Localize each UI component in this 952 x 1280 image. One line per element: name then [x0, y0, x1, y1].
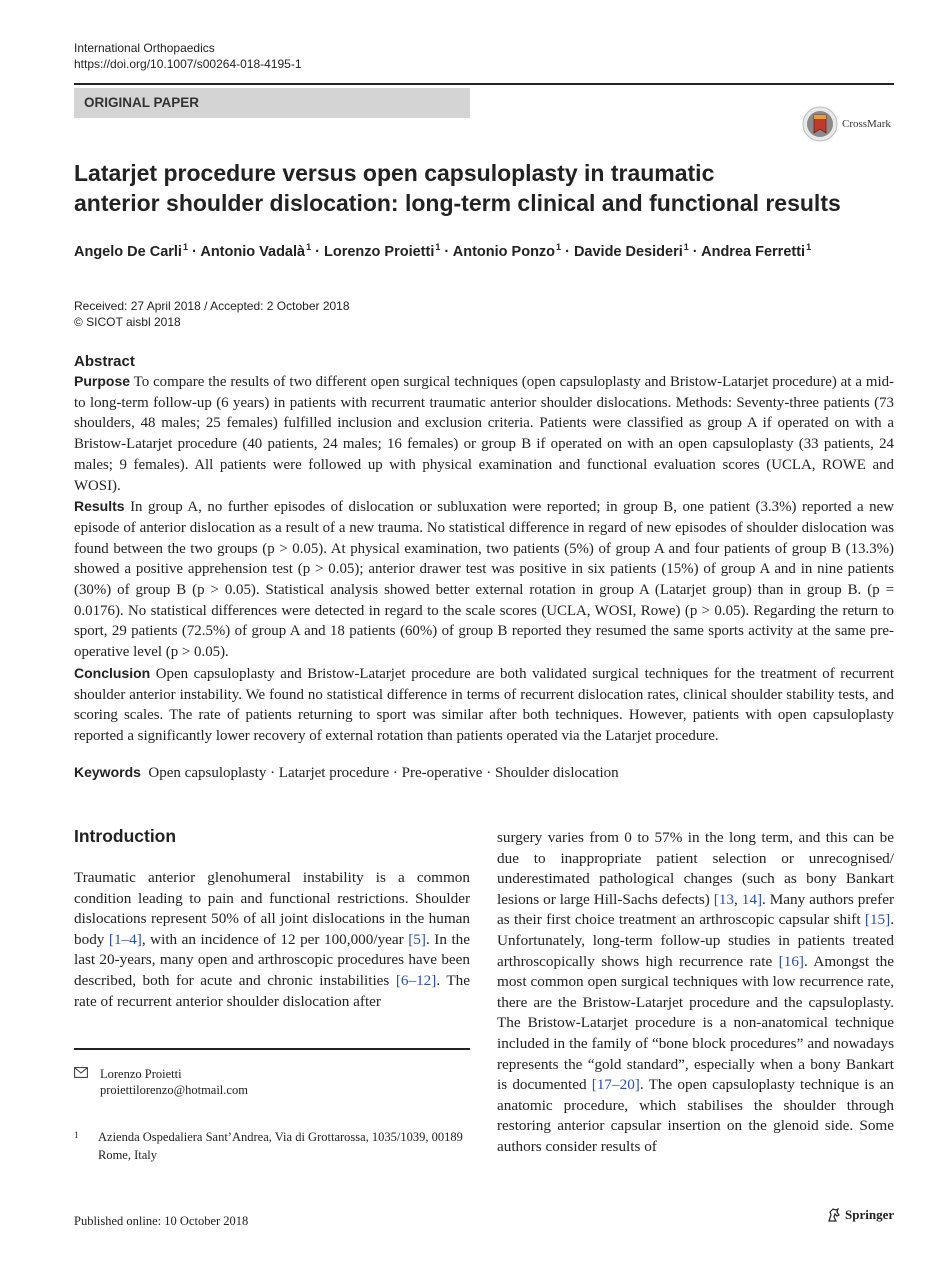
author-name[interactable]: Antonio Vadalà	[200, 244, 306, 260]
body-text: ,	[734, 890, 742, 908]
received-accepted: Received: 27 April 2018 / Accepted: 2 October 2018	[74, 299, 350, 313]
body-text: . In the last 20-years, many open and arthroscopic procedures have been described, both for acute and chronic instabilities	[74, 930, 470, 989]
crossmark-icon	[802, 106, 838, 142]
body-text: . The open capsuloplasty technique is an anatomic procedure, which stabilises the shoulder through restoring anterior capsular insertion on the glenoid side. Some authors consider results of	[497, 1076, 894, 1155]
citation-link[interactable]: [1–4]	[108, 930, 142, 948]
intro-column-2	[497, 828, 894, 1158]
citation-link[interactable]: [15]	[864, 911, 891, 929]
citation-link[interactable]: 14]	[741, 890, 763, 908]
author-separator: ·	[187, 244, 201, 260]
body-text: , with an incidence of 12 per 100,000/year	[141, 930, 409, 948]
results-label: Results	[74, 498, 125, 515]
published-date: Published online: 10 October 2018	[74, 1214, 249, 1228]
abstract	[74, 352, 894, 747]
author-name[interactable]: Lorenzo Proietti	[324, 244, 435, 260]
body-text: . Amongst the most common open surgical techniques with low recurrence rate, there are the Bristow-Latarjet procedure and the capsuloplasty. The Bristow-Latarjet procedure is a non-anatomical technique included in the family of “bone block procedures” and nowadays represents the “gold standard”, especially when a bony Bankart is documented	[497, 952, 894, 1094]
keywords-label: Keywords	[74, 764, 141, 780]
citation-link[interactable]: [6–12]	[395, 971, 437, 989]
body-text: . The rate of recurrent anterior shoulder dislocation after	[74, 971, 470, 1010]
conclusion-text: Open capsuloplasty and Bristow-Latarjet procedure are both validated surgical techniques for the treatment of recurrent shoulder anterior instability. We found no statistical difference in terms of recurrent dislocation rates, clinical shoulder stability tests, and scoring scales. The rate of patients returning to sport was similar after both techniques. However, patients with open capsuloplasty reported a significantly lower recovery of external rotation than patients operated via the Latarjet procedure.	[74, 665, 894, 744]
author-affiliation-mark: 1	[806, 242, 812, 252]
body-text: . Many authors prefer as their first choice treatment an arthroscopic capsular shift	[497, 890, 895, 929]
journal-header	[74, 40, 302, 72]
citation-link[interactable]: [5]	[408, 930, 426, 948]
citation-link[interactable]: [16]	[778, 952, 804, 970]
footnote-rule	[74, 1048, 470, 1050]
citation-link[interactable]: [17–20]	[591, 1076, 640, 1094]
title-line-1: Latarjet procedure versus open capsuloplasty in traumatic	[74, 160, 715, 186]
journal-name: International Orthopaedics	[74, 41, 215, 55]
crossmark-label: CrossMark	[842, 118, 891, 130]
corresponding-email[interactable]: proiettilorenzo@hotmail.com	[100, 1083, 248, 1097]
affiliation-text: Azienda Ospedaliera Sant’Andrea, Via di Grottarossa, 1035/1039, 00189 Rome, Italy	[98, 1130, 463, 1162]
envelope-icon	[74, 1067, 88, 1078]
keywords	[74, 764, 619, 782]
author-affiliation-mark: 1	[306, 242, 312, 252]
affiliation	[74, 1128, 470, 1164]
springer-horse-icon	[826, 1207, 842, 1223]
author-name[interactable]: Antonio Ponzo	[452, 244, 556, 260]
author-separator: ·	[688, 244, 702, 260]
author-affiliation-mark: 1	[182, 242, 188, 252]
author-affiliation-mark: 1	[435, 242, 441, 252]
results-text: In group A, no further episodes of dislocation or subluxation were reported; in group B, one patient (3.3%) reported a new episode of anterior dislocation as a result of a new trauma. No statistical difference in regard of new episodes of shoulder dislocation was found between the two groups (p > 0.05). At physical examination, two patients (5%) of group A and four patients of group B (13.3%) showed a positive apprehension test (p > 0.05); anterior drawer test was positive in six patients (15%) of group A and in nine patients (30%) of group B (p > 0.05). Statistical analysis showed better external rotation in group A (Latarjet group) than in group B. (p = 0.0176). No statistical differences were detected in regard to the scale scores (UCLA, WOSI, Rowe) (p > 0.05). Regarding the return to sport, 29 patients (72.5%) of group A and 18 patients (60%) of group B reported they resumed the same sports activity at the same pre-operative level (p > 0.05).	[74, 499, 894, 661]
abstract-results	[74, 496, 894, 663]
citation-link[interactable]: [13	[713, 890, 735, 908]
conclusion-label: Conclusion	[74, 664, 151, 681]
paper-title	[74, 158, 874, 218]
section-label: ORIGINAL PAPER	[74, 88, 470, 118]
affiliation-number: 1	[74, 1130, 79, 1140]
introduction-heading: Introduction	[74, 826, 177, 846]
abstract-heading: Abstract	[74, 353, 135, 370]
article-dates	[74, 298, 350, 330]
author-separator: ·	[561, 244, 574, 260]
crossmark-badge[interactable]	[802, 106, 891, 142]
author-name[interactable]: Davide Desideri	[573, 244, 683, 260]
purpose-label: Purpose	[74, 373, 131, 389]
author-name[interactable]: Andrea Ferretti	[701, 244, 806, 260]
intro-column-1	[74, 868, 470, 1012]
copyright: © SICOT aisbl 2018	[74, 315, 181, 329]
author-separator: ·	[440, 244, 453, 260]
abstract-purpose	[74, 371, 894, 496]
title-line-2: anterior shoulder dislocation: long-term clinical and functional results	[74, 190, 841, 216]
body-text: . Unfortunately, long-term follow-up studies in patients treated arthroscopically shows high recurrence rate	[497, 911, 894, 970]
abstract-conclusion	[74, 663, 894, 747]
corresponding-name: Lorenzo Proietti	[100, 1067, 182, 1081]
author-affiliation-mark: 1	[556, 242, 562, 252]
publisher-name: Springer	[845, 1207, 895, 1222]
author-name[interactable]: Angelo De Carli	[74, 244, 182, 260]
publisher-logo	[826, 1207, 894, 1223]
author-separator: ·	[311, 244, 324, 260]
header-rule	[74, 83, 894, 85]
author-affiliation-mark: 1	[683, 242, 689, 252]
doi-link[interactable]: https://doi.org/10.1007/s00264-018-4195-1	[74, 57, 302, 71]
corresponding-author	[74, 1066, 248, 1098]
purpose-text: To compare the results of two different open surgical techniques (open capsuloplasty and Bristow-Latarjet procedure) at a mid- to long-term follow-up (6 years) in patients with recurrent traumatic anterior shoulder dislocations. Methods: Seventy-three patients (73 shoulders, 48 males; 25 females) fulfilled inclusion and exclusion criteria. Patients were classified as group A if operated on with a Bristow-Latarjet procedure (40 patients, 24 males; 16 females) or group B if operated on with an open capsuloplasty (33 patients, 24 males; 9 females). All patients were followed up with physical examination and functional evaluation scores (UCLA, ROWE and WOSI).	[74, 374, 894, 494]
body-text: surgery varies from 0 to 57% in the long term, and this can be due to inappropriate patient selection or unrecognised/ underestimated pathological changes (such as bony Bankart lesions or large Hill-Sachs defects)	[497, 829, 894, 908]
body-text: Traumatic anterior glenohumeral instability is a common condition leading to pain and functional restrictions. Shoulder dislocations represent 50% of all joint dislocations in the human body	[74, 869, 470, 948]
author-list	[74, 244, 811, 260]
keywords-text: Open capsuloplasty · Latarjet procedure · Pre-operative · Shoulder dislocation	[148, 765, 619, 781]
